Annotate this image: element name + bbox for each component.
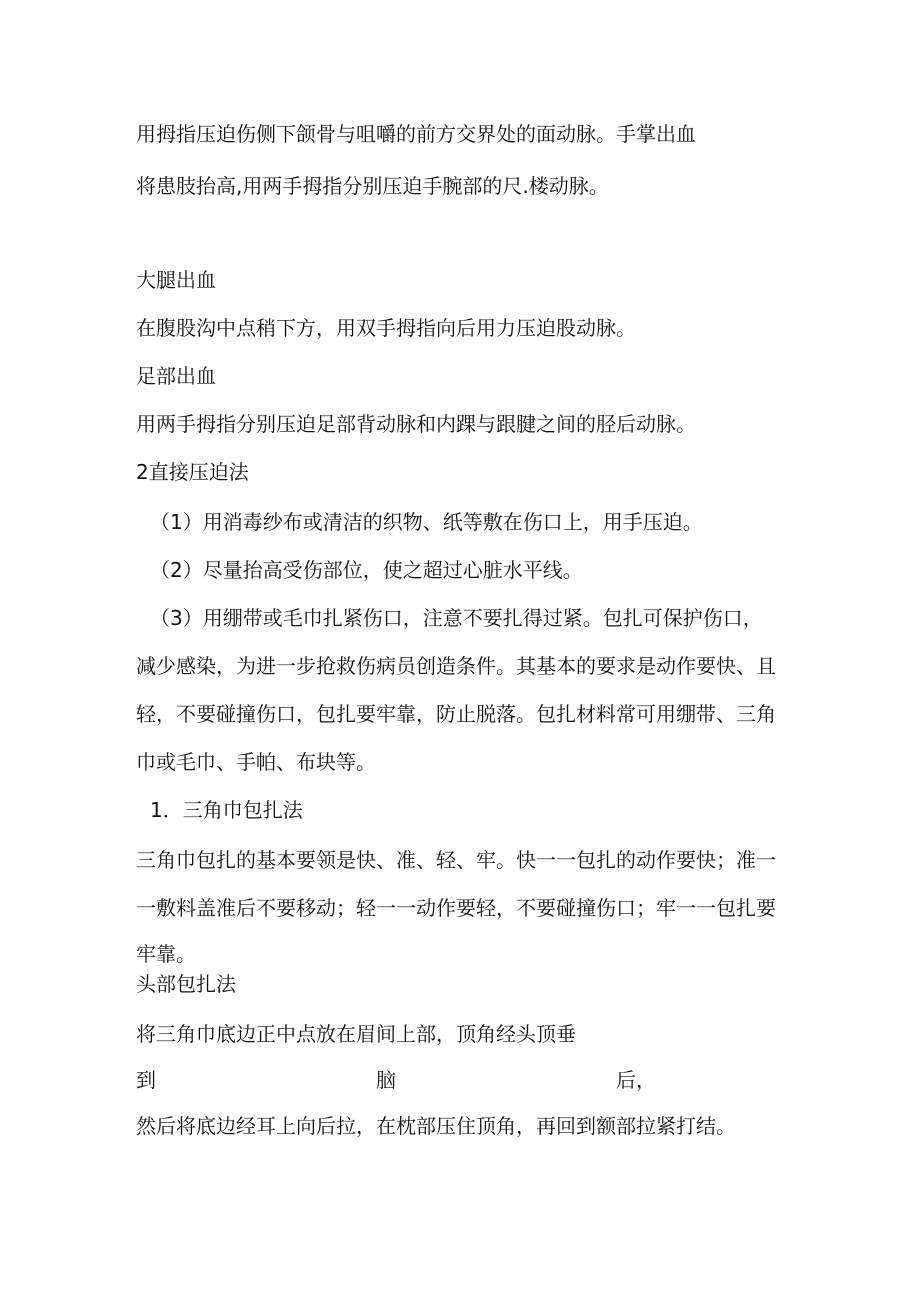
text-line: 将三角巾底边正中点放在眉间上部，顶角经头顶垂	[136, 1022, 576, 1046]
text-line: 将患肢抬高,用两手拇指分别压迫手腕部的尺.楼动脉。	[136, 174, 609, 198]
text-line: 三角巾包扎的基本要领是快、准、轻、牢。快一一包扎的动作要快；准一	[136, 848, 776, 872]
text-line: 用两手拇指分别压迫足部背动脉和内踝与跟腱之间的胫后动脉。	[136, 412, 696, 436]
text-line: 然后将底边经耳上向后拉，在枕部压住顶角，再回到额部拉紧打结。	[136, 1114, 736, 1138]
text-line: 牢靠。	[136, 942, 196, 966]
text-line: 减少感染，为进一步抢救伤病员创造条件。其基本的要求是动作要快、且	[136, 654, 776, 678]
text-line: 巾或毛巾、手帕、布块等。	[136, 750, 376, 774]
text-line: 一敷料盖准后不要移动；轻一一动作要轻，不要碰撞伤口；牢一一包扎要	[136, 896, 776, 920]
spread-word: 后，	[616, 1068, 656, 1092]
list-item: （1）用消毒纱布或清洁的织物、纸等敷在伤口上，用手压迫。	[150, 510, 703, 534]
section-heading: 1．三角巾包扎法	[150, 798, 303, 822]
spread-text-line	[136, 1066, 656, 1094]
spread-word: 到	[136, 1068, 156, 1092]
section-heading: 头部包扎法	[136, 972, 236, 996]
section-heading: 足部出血	[136, 364, 216, 388]
spread-word: 脑	[376, 1068, 396, 1092]
text-line: 轻，不要碰撞伤口，包扎要牢靠，防止脱落。包扎材料常可用绷带、三角	[136, 702, 776, 726]
section-heading: 2直接压迫法	[136, 460, 249, 484]
text-line: 在腹股沟中点稍下方，用双手拇指向后用力压迫股动脉。	[136, 316, 636, 340]
text-line: 用拇指压迫伤侧下颌骨与咀嚼的前方交界处的面动脉。手掌出血	[136, 122, 696, 146]
list-item: （2）尽量抬高受伤部位，使之超过心脏水平线。	[150, 558, 583, 582]
section-heading: 大腿出血	[136, 268, 216, 292]
list-item: （3）用绷带或毛巾扎紧伤口，注意不要扎得过紧。包扎可保护伤口，	[150, 606, 763, 630]
